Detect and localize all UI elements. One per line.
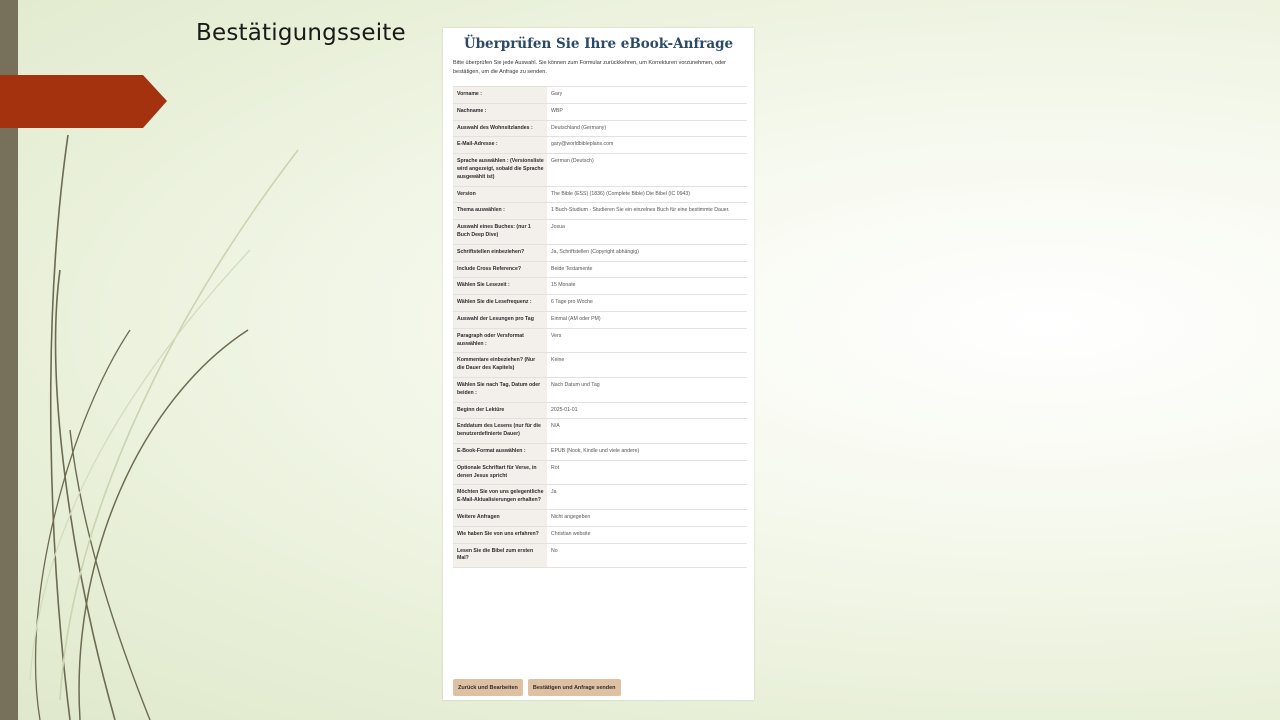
review-row-label: Wählen Sie die Lesefrequenz : bbox=[453, 295, 547, 312]
review-row-label: Include Cross Reference? bbox=[453, 261, 547, 278]
review-row-value: Deutschland (Germany) bbox=[551, 124, 607, 131]
review-row-value: The Bible (ESS) (1836) (Complete Bible) Die Bibel (IC 0943) bbox=[551, 190, 690, 197]
review-row bbox=[453, 120, 747, 137]
review-row bbox=[453, 244, 747, 261]
review-row-value: Ja, Schriftstellen (Copyright abhängig) bbox=[551, 248, 639, 255]
review-row-value: Vers bbox=[551, 332, 562, 339]
review-row-value: Nicht angegeben bbox=[551, 513, 591, 520]
review-row-value: 15 Monate bbox=[551, 282, 576, 289]
review-row-label: Paragraph oder Versformat auswählen : bbox=[453, 328, 547, 353]
review-row-value: EPUB (Nook, Kindle und viele andere) bbox=[551, 447, 640, 454]
review-row bbox=[453, 220, 747, 245]
review-row-value: Nach Datum und Tag bbox=[551, 381, 600, 388]
review-row-value: Christian website bbox=[551, 530, 591, 537]
review-row-label: Kommentare einbeziehen? (Nur die Dauer des Kapitels) bbox=[453, 353, 547, 378]
review-row bbox=[453, 137, 747, 154]
review-row bbox=[453, 402, 747, 419]
review-row bbox=[453, 509, 747, 526]
review-row bbox=[453, 328, 747, 353]
review-row bbox=[453, 261, 747, 278]
review-row-label: E-Book-Format auswählen : bbox=[453, 443, 547, 460]
review-row-value: N/A bbox=[551, 423, 560, 430]
review-row-label: Wählen Sie Lesezeit : bbox=[453, 278, 547, 295]
review-row bbox=[453, 443, 747, 460]
action-buttons bbox=[453, 679, 621, 696]
review-row-value: gary@worldbibleplans.com bbox=[551, 141, 614, 148]
review-row-value: Josua bbox=[551, 224, 565, 231]
review-table bbox=[453, 86, 747, 568]
review-row bbox=[453, 311, 747, 328]
review-row bbox=[453, 526, 747, 543]
review-row-label: Wählen Sie nach Tag, Datum oder beiden : bbox=[453, 377, 547, 402]
review-row bbox=[453, 377, 747, 402]
review-row-value: German (Deutsch) bbox=[551, 158, 594, 165]
review-row-label: Sprache auswählen : (Versionsliste wird angezeigt, sobald die Sprache ausgewählt ist) bbox=[453, 154, 547, 186]
confirm-and-send-button[interactable]: Bestätigen und Anfrage senden bbox=[528, 679, 621, 696]
review-row-value: Keine bbox=[551, 357, 565, 364]
review-row-value: Rot bbox=[551, 464, 560, 471]
review-row-label: Enddatum des Lesens (nur für die benutzerdefinierte Dauer) bbox=[453, 419, 547, 444]
review-row-value: Einmal (AM oder PM) bbox=[551, 315, 601, 322]
review-row bbox=[453, 87, 747, 104]
review-row-label: Version bbox=[453, 186, 547, 203]
review-row-label: Auswahl des Wohnsitzlandes : bbox=[453, 120, 547, 137]
review-panel bbox=[443, 28, 754, 700]
review-row-label: Vorname : bbox=[453, 87, 547, 104]
review-row bbox=[453, 186, 747, 203]
review-row-label: Weitere Anfragen bbox=[453, 509, 547, 526]
review-row-value: Beide Testamente bbox=[551, 265, 593, 272]
review-row-label: Nachname : bbox=[453, 103, 547, 120]
review-row-label: Lesen Sie die Bibel zum ersten Mal? bbox=[453, 543, 547, 568]
review-row bbox=[453, 203, 747, 220]
review-row bbox=[453, 154, 747, 186]
review-row bbox=[453, 460, 747, 485]
review-row bbox=[453, 103, 747, 120]
review-title: Überprüfen Sie Ihre eBook-Anfrage bbox=[463, 36, 734, 52]
review-row-label: Thema auswählen : bbox=[453, 203, 547, 220]
review-row-value: 2025-01-01 bbox=[551, 406, 578, 413]
review-row-value: Gary bbox=[551, 91, 563, 97]
review-row-value: Ja bbox=[551, 489, 557, 496]
review-row bbox=[453, 543, 747, 568]
review-row-value: 1 Buch-Studium - Studieren Sie ein einzelnes Buch für eine bestimmte Dauer. bbox=[551, 207, 730, 214]
review-row-label: Beginn der Lektüre bbox=[453, 402, 547, 419]
review-row bbox=[453, 353, 747, 378]
review-row-label: Wie haben Sie von uns erfahren? bbox=[453, 526, 547, 543]
review-row bbox=[453, 295, 747, 312]
review-row bbox=[453, 419, 747, 444]
review-row-value: 6 Tage pro Woche bbox=[551, 299, 593, 306]
review-row-value: WBP bbox=[551, 107, 563, 114]
review-intro-text: Bitte überprüfen Sie jede Auswahl. Sie können zum Formular zurückkehren, um Korrekturen vorzunehmen, oder bestätigen, um die Anfrage zu senden. bbox=[453, 60, 727, 75]
decorative-grass-lines bbox=[0, 0, 340, 720]
review-row bbox=[453, 485, 747, 510]
slide-title: Bestätigungsseite bbox=[196, 20, 406, 46]
review-row-label: Schriftstellen einbeziehen? bbox=[453, 244, 547, 261]
review-row-label: Auswahl der Lesungen pro Tag bbox=[453, 311, 547, 328]
back-and-edit-button[interactable]: Zurück und Bearbeiten bbox=[453, 679, 523, 696]
review-row-value: No bbox=[551, 547, 558, 554]
review-row bbox=[453, 278, 747, 295]
review-row-label: E-Mail-Adresse : bbox=[453, 137, 547, 154]
review-row-label: Auswahl eines Buches: (nur 1 Buch Deep Dive) bbox=[453, 220, 547, 245]
review-row-label: Optionale Schriftart für Verse, in denen Jesus spricht bbox=[453, 460, 547, 485]
review-row-label: Möchten Sie von uns gelegentliche E-Mail-Aktualisierungen erhalten? bbox=[453, 485, 547, 510]
